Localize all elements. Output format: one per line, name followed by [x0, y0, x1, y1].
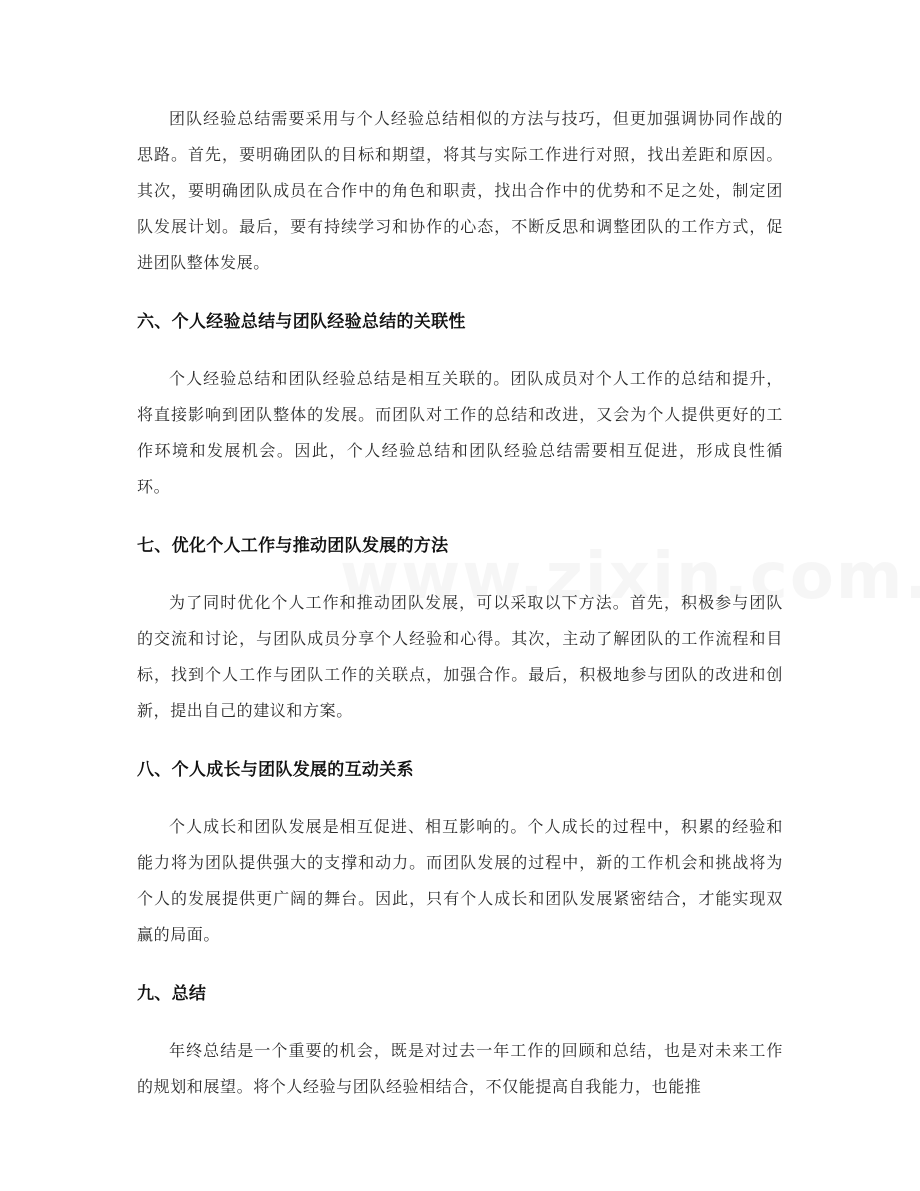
- heading-section-6: 六、个人经验总结与团队经验总结的关联性: [137, 312, 466, 332]
- heading-section-7: 七、优化个人工作与推动团队发展的方法: [137, 536, 449, 556]
- heading-section-9: 九、总结: [137, 984, 207, 1004]
- heading-section-8: 八、个人成长与团队发展的互动关系: [137, 760, 414, 780]
- paragraph-team-experience: 团队经验总结需要采用与个人经验总结相似的方法与技巧，但更加强调协同作战的思路。首先，要明确团队的目标和期望，将其与实际工作进行对照，找出差距和原因。其次，要明确团队成员在合作中的角色和职责，找出合作中的优势和不足之处，制定团队发展计划。最后，要有持续学习和协作的心态，不断反思和调整团队的工作方式，促进团队整体发展。: [137, 109, 783, 272]
- paragraph-section-8: 个人成长和团队发展是相互促进、相互影响的。个人成长的过程中，积累的经验和能力将为团队提供强大的支撑和动力。而团队发展的过程中，新的工作机会和挑战将为个人的发展提供更广阔的舞台。因此，只有个人成长和团队发展紧密结合，才能实现双赢的局面。: [137, 817, 783, 944]
- paragraph-section-7: 为了同时优化个人工作和推动团队发展，可以采取以下方法。首先，积极参与团队的交流和讨论，与团队成员分享个人经验和心得。其次，主动了解团队的工作流程和目标，找到个人工作与团队工作的关联点，加强合作。最后，积极地参与团队的改进和创新，提出自己的建议和方案。: [137, 593, 783, 720]
- paragraph-section-9: 年终总结是一个重要的机会，既是对过去一年工作的回顾和总结，也是对未来工作的规划和展望。将个人经验与团队经验相结合，不仅能提高自我能力，也能推: [137, 1041, 783, 1096]
- paragraph-section-6: 个人经验总结和团队经验总结是相互关联的。团队成员对个人工作的总结和提升，将直接影响到团队整体的发展。而团队对工作的总结和改进，又会为个人提供更好的工作环境和发展机会。因此，个人经验总结和团队经验总结需要相互促进，形成良性循环。: [137, 369, 783, 496]
- document-page: [137, 101, 783, 1105]
